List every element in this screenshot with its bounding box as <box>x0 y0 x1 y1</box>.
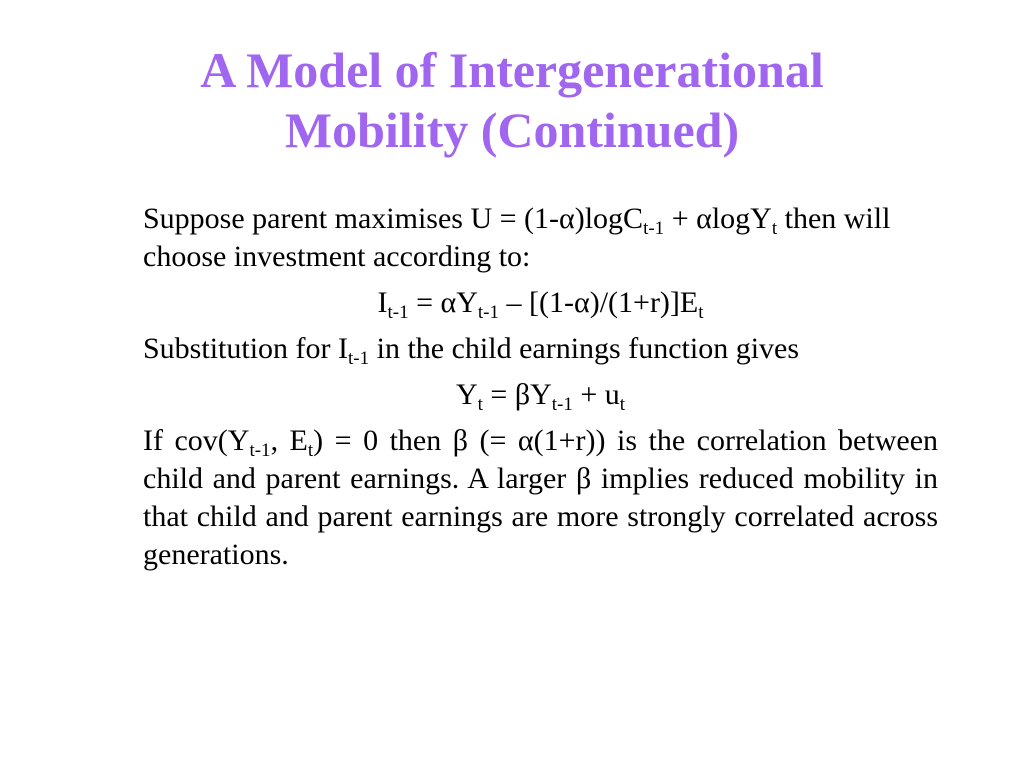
correlation-paragraph <box>143 422 938 574</box>
subscript: t-1 <box>387 302 409 323</box>
text-run: (1+r)) is the correlation between child and parent earnings. A larger <box>143 424 939 495</box>
text-run: Suppose parent maximises U = (1- <box>143 202 560 235</box>
text-run: Y <box>530 378 552 411</box>
text-run: , E <box>270 424 308 457</box>
subscript: t-1 <box>643 218 665 239</box>
subscript: t-1 <box>249 440 271 461</box>
slide-body <box>143 200 938 582</box>
subscript: t <box>771 218 778 239</box>
beta-symbol: β <box>452 424 468 457</box>
text-run: + <box>664 202 697 235</box>
text-run: ) = 0 then <box>313 424 453 457</box>
text-run: Y <box>456 286 478 319</box>
text-run: then will choose investment according to: <box>143 202 891 273</box>
text-run: )/(1+r)]E <box>589 286 699 319</box>
subscript: t-1 <box>551 394 573 415</box>
slide-title-line-1: A Model of Intergenerational <box>200 42 824 98</box>
beta-symbol: β <box>575 462 592 495</box>
substitution-paragraph <box>143 330 938 368</box>
text-run: If cov(Y <box>143 424 250 457</box>
alpha-symbol: α <box>696 202 712 235</box>
text-run: )logC <box>574 202 644 235</box>
text-run: in the child earnings function gives <box>369 332 800 365</box>
subscript: t <box>619 394 626 415</box>
investment-equation <box>143 284 938 322</box>
slide-title <box>0 40 1024 160</box>
subscript: t <box>698 302 704 323</box>
subscript: t-1 <box>477 302 499 323</box>
alpha-symbol: α <box>559 202 575 235</box>
text-run: = <box>482 378 515 411</box>
text-run: I <box>377 286 388 319</box>
subscript: t <box>307 440 314 461</box>
earnings-equation <box>143 376 938 414</box>
text-run: + u <box>572 378 620 411</box>
text-run: Substitution for I <box>143 332 349 365</box>
text-run: Y <box>455 378 478 411</box>
text-run: = <box>408 286 441 319</box>
utility-paragraph <box>143 200 938 276</box>
subscript: t <box>477 394 483 415</box>
alpha-symbol: α <box>517 424 534 457</box>
text-run: implies reduced mobility in that child and parent earnings are more strongly correlated across generations. <box>143 462 938 571</box>
slide-title-line-2: Mobility (Continued) <box>284 102 740 158</box>
beta-symbol: β <box>514 378 531 411</box>
alpha-symbol: α <box>573 286 590 319</box>
subscript: t-1 <box>348 348 370 369</box>
text-run: (= <box>467 424 518 457</box>
text-run: logY <box>711 202 772 235</box>
text-run: – [(1- <box>499 286 574 319</box>
alpha-symbol: α <box>440 286 457 319</box>
